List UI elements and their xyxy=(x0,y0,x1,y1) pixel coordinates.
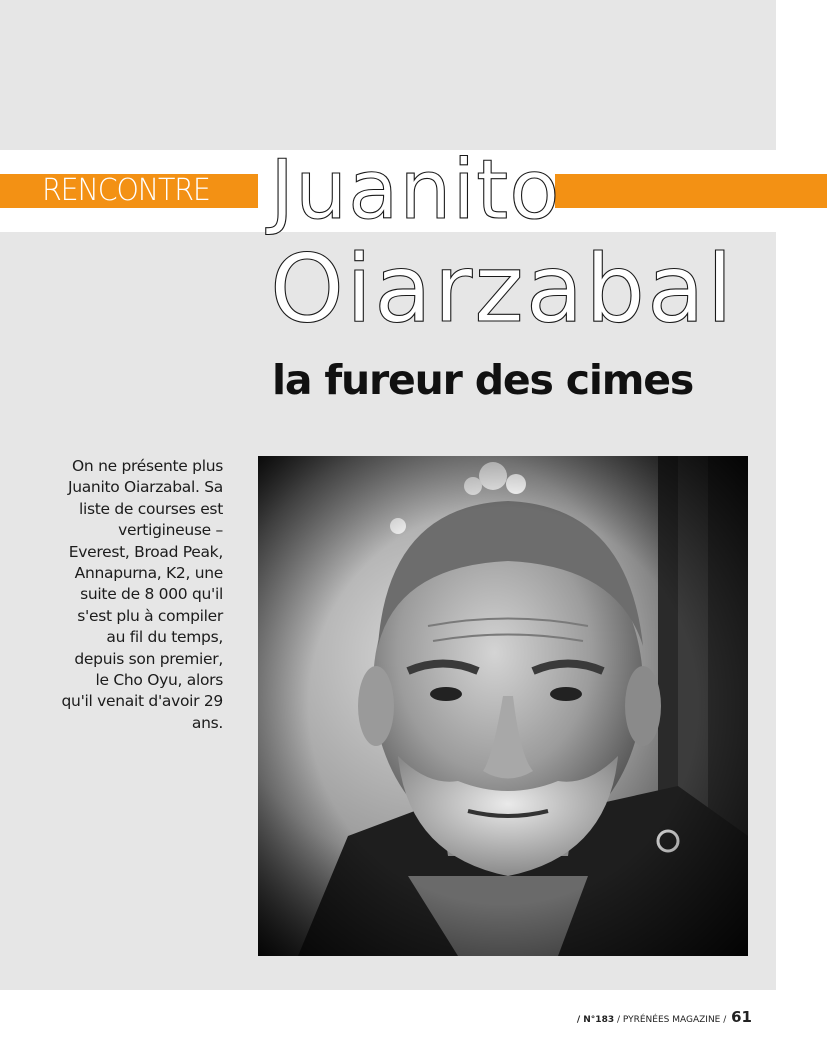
issue-number: / N°183 xyxy=(576,1015,615,1025)
title-first-name: Juanito xyxy=(270,143,561,238)
magazine-name: / PYRÉNÉES MAGAZINE / xyxy=(616,1015,727,1025)
page-number: 61 xyxy=(731,1008,752,1026)
portrait-photo xyxy=(258,456,748,956)
title-last-name: Oiarzabal xyxy=(270,235,735,344)
rubric-label: RENCONTRE xyxy=(42,173,210,208)
page-footer xyxy=(577,1008,752,1026)
accent-bar-right xyxy=(555,174,827,208)
intro-paragraph: On ne présente plus Juanito Oiarzabal. Sa liste de courses est vertigineuse – Everest, Broad Peak, Annapurna, K2, une suite de 8 000 qu'il s'est plu à compiler au fil du temps, depuis son premier, le Cho Oyu, alors qu'il venait d'avoir 29 ans. xyxy=(61,457,223,732)
portrait-photo-icon xyxy=(258,456,748,956)
subtitle: la fureur des cimes xyxy=(272,356,694,404)
